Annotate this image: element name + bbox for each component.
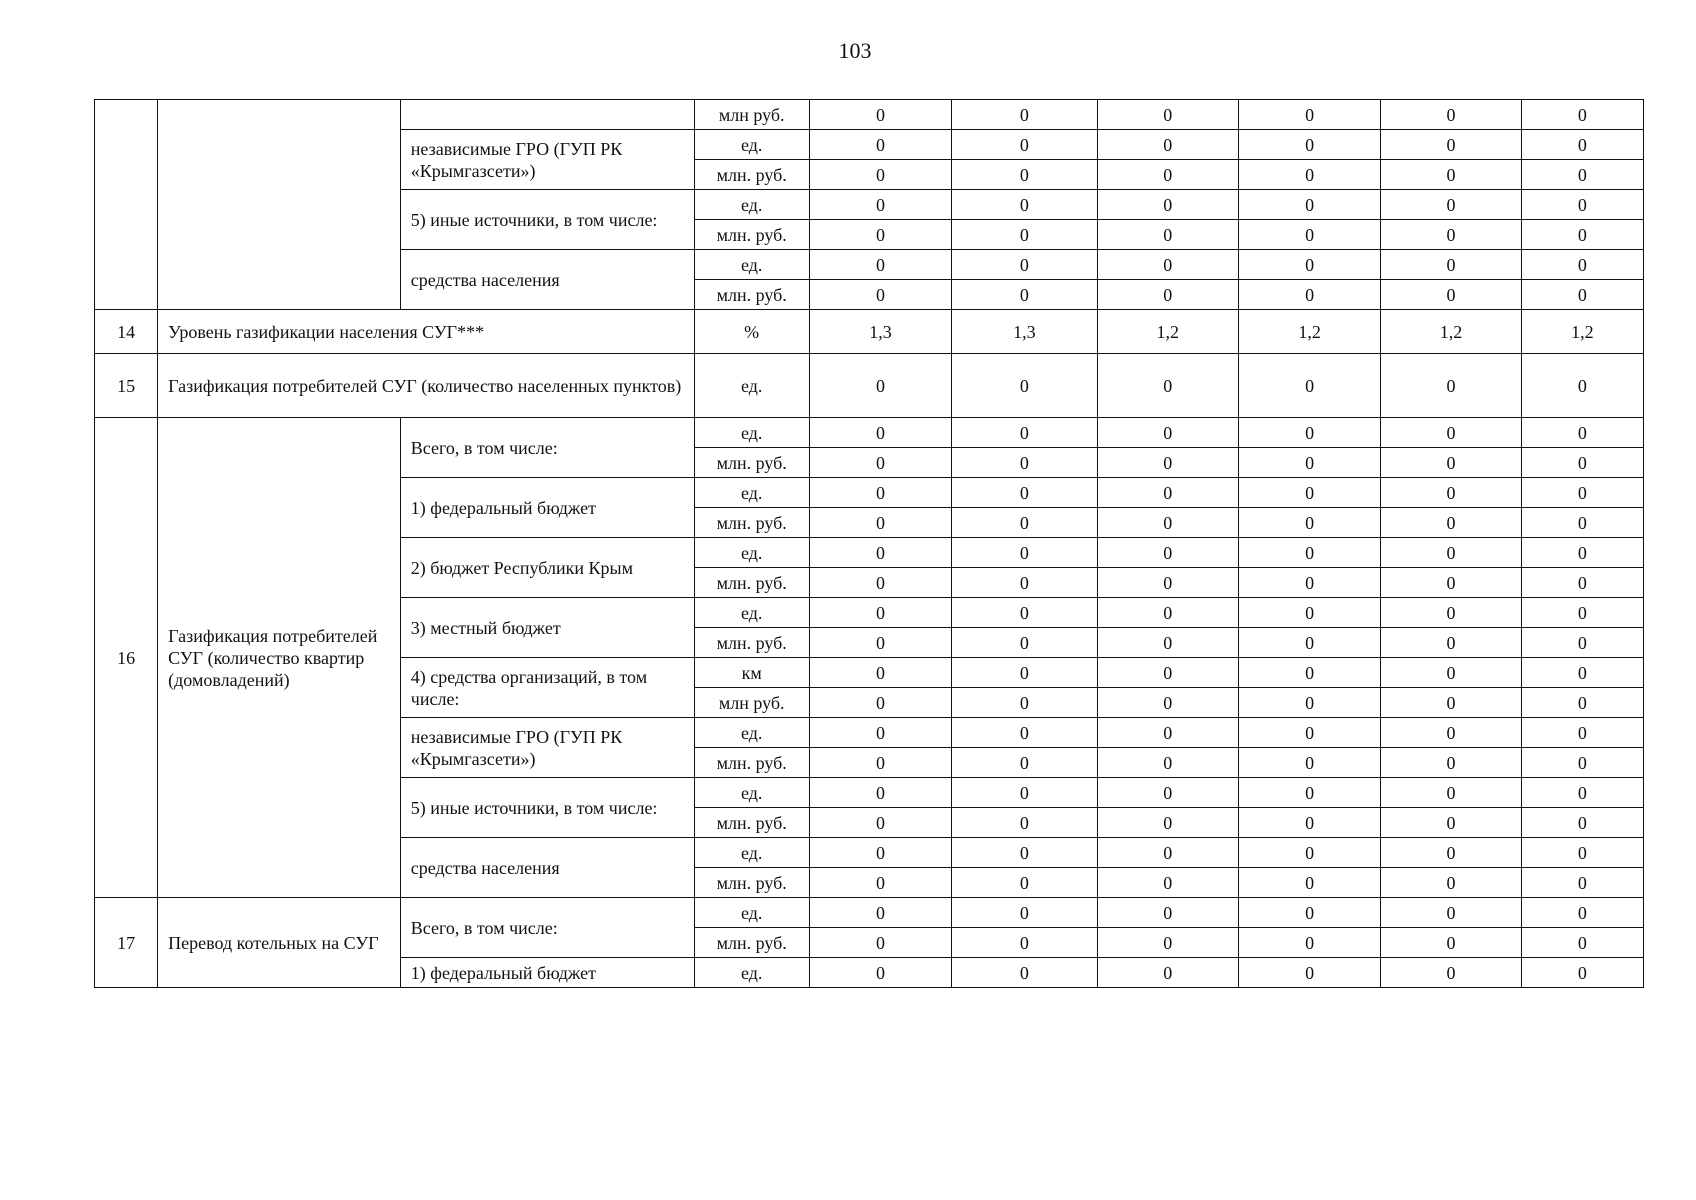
value-cell: 0 xyxy=(1097,220,1238,250)
value-cell: 1,2 xyxy=(1238,310,1380,354)
unit-cell: млн. руб. xyxy=(694,748,809,778)
value-cell: 0 xyxy=(952,538,1097,568)
value-cell: 0 xyxy=(1381,688,1521,718)
value-cell: 0 xyxy=(1521,418,1643,448)
table-row xyxy=(95,898,1644,928)
row-number: 15 xyxy=(95,354,158,418)
source-cell: 5) иные источники, в том числе: xyxy=(400,778,694,838)
unit-cell: ед. xyxy=(694,718,809,748)
value-cell: 0 xyxy=(809,418,951,448)
source-cell: средства населения xyxy=(400,838,694,898)
value-cell: 0 xyxy=(952,658,1097,688)
value-cell: 0 xyxy=(809,190,951,220)
value-cell: 0 xyxy=(952,448,1097,478)
value-cell: 0 xyxy=(809,250,951,280)
value-cell: 0 xyxy=(1238,250,1380,280)
indicator-cell: Уровень газификации населения СУГ*** xyxy=(158,310,694,354)
value-cell: 0 xyxy=(809,130,951,160)
value-cell: 0 xyxy=(952,688,1097,718)
value-cell: 0 xyxy=(1097,354,1238,418)
value-cell: 0 xyxy=(1521,778,1643,808)
value-cell: 0 xyxy=(1521,928,1643,958)
unit-cell: % xyxy=(694,310,809,354)
value-cell: 0 xyxy=(1097,280,1238,310)
source-cell: Всего, в том числе: xyxy=(400,418,694,478)
value-cell: 0 xyxy=(1381,568,1521,598)
value-cell: 0 xyxy=(952,928,1097,958)
unit-cell: млн руб. xyxy=(694,100,809,130)
unit-cell: млн руб. xyxy=(694,688,809,718)
value-cell: 0 xyxy=(952,778,1097,808)
value-cell: 0 xyxy=(1521,250,1643,280)
value-cell: 0 xyxy=(809,628,951,658)
value-cell: 0 xyxy=(809,898,951,928)
value-cell: 0 xyxy=(809,508,951,538)
value-cell: 0 xyxy=(809,868,951,898)
value-cell: 0 xyxy=(1238,354,1380,418)
value-cell: 0 xyxy=(1238,130,1380,160)
value-cell: 0 xyxy=(1238,898,1380,928)
source-cell: Всего, в том числе: xyxy=(400,898,694,958)
value-cell: 0 xyxy=(809,778,951,808)
unit-cell: млн. руб. xyxy=(694,868,809,898)
value-cell: 0 xyxy=(1381,838,1521,868)
value-cell: 0 xyxy=(1381,418,1521,448)
value-cell: 0 xyxy=(952,628,1097,658)
value-cell: 0 xyxy=(952,100,1097,130)
indicator-cell: Газификация потребителей СУГ (количество квартир (домовладений) xyxy=(158,418,401,898)
value-cell: 0 xyxy=(952,508,1097,538)
value-cell: 0 xyxy=(1238,778,1380,808)
value-cell: 0 xyxy=(1238,568,1380,598)
value-cell: 0 xyxy=(1238,718,1380,748)
value-cell: 0 xyxy=(809,688,951,718)
value-cell: 0 xyxy=(1381,190,1521,220)
value-cell: 0 xyxy=(1238,478,1380,508)
value-cell: 0 xyxy=(1238,508,1380,538)
value-cell: 0 xyxy=(1238,190,1380,220)
value-cell: 0 xyxy=(952,160,1097,190)
value-cell: 0 xyxy=(952,958,1097,988)
value-cell: 0 xyxy=(809,838,951,868)
value-cell: 0 xyxy=(1238,748,1380,778)
source-cell: 3) местный бюджет xyxy=(400,598,694,658)
value-cell: 0 xyxy=(809,568,951,598)
value-cell: 0 xyxy=(1238,280,1380,310)
table-row xyxy=(95,100,1644,130)
value-cell: 0 xyxy=(1097,718,1238,748)
value-cell: 0 xyxy=(1238,538,1380,568)
value-cell: 0 xyxy=(1521,838,1643,868)
value-cell: 0 xyxy=(952,748,1097,778)
value-cell: 0 xyxy=(1097,868,1238,898)
value-cell: 0 xyxy=(952,354,1097,418)
table-row xyxy=(95,310,1644,354)
value-cell: 0 xyxy=(1097,598,1238,628)
value-cell: 0 xyxy=(1238,958,1380,988)
value-cell: 0 xyxy=(809,808,951,838)
unit-cell: ед. xyxy=(694,354,809,418)
source-cell: средства населения xyxy=(400,250,694,310)
unit-cell: млн. руб. xyxy=(694,280,809,310)
unit-cell: ед. xyxy=(694,478,809,508)
value-cell: 0 xyxy=(1238,448,1380,478)
value-cell: 0 xyxy=(1521,130,1643,160)
source-cell xyxy=(400,100,694,130)
value-cell: 0 xyxy=(1381,958,1521,988)
value-cell: 0 xyxy=(1381,220,1521,250)
value-cell: 0 xyxy=(1521,808,1643,838)
value-cell: 0 xyxy=(1381,130,1521,160)
value-cell: 0 xyxy=(1381,718,1521,748)
value-cell: 0 xyxy=(1097,130,1238,160)
value-cell: 0 xyxy=(809,100,951,130)
page-number: 103 xyxy=(838,38,872,63)
value-cell: 0 xyxy=(1381,508,1521,538)
value-cell: 0 xyxy=(1097,928,1238,958)
value-cell: 0 xyxy=(1097,658,1238,688)
unit-cell: млн. руб. xyxy=(694,808,809,838)
value-cell: 0 xyxy=(1521,478,1643,508)
value-cell: 0 xyxy=(952,568,1097,598)
value-cell: 0 xyxy=(952,250,1097,280)
value-cell: 0 xyxy=(1381,748,1521,778)
unit-cell: млн. руб. xyxy=(694,568,809,598)
value-cell: 0 xyxy=(1097,448,1238,478)
indicator-cell: Газификация потребителей СУГ (количество населенных пунктов) xyxy=(158,354,694,418)
value-cell: 0 xyxy=(1521,190,1643,220)
value-cell: 0 xyxy=(1238,808,1380,838)
unit-cell: ед. xyxy=(694,538,809,568)
value-cell: 0 xyxy=(809,538,951,568)
value-cell: 0 xyxy=(1381,160,1521,190)
value-cell: 0 xyxy=(1521,160,1643,190)
row-number: 17 xyxy=(95,898,158,988)
value-cell: 0 xyxy=(809,928,951,958)
value-cell: 0 xyxy=(1238,628,1380,658)
value-cell: 1,2 xyxy=(1521,310,1643,354)
value-cell: 0 xyxy=(1381,808,1521,838)
row-group-16 xyxy=(95,418,1644,898)
gasification-table xyxy=(94,99,1644,988)
value-cell: 0 xyxy=(952,718,1097,748)
value-cell: 0 xyxy=(952,418,1097,448)
row-number: 16 xyxy=(95,418,158,898)
value-cell: 0 xyxy=(1521,898,1643,928)
value-cell: 0 xyxy=(1097,808,1238,838)
value-cell: 0 xyxy=(1381,354,1521,418)
value-cell: 0 xyxy=(1381,658,1521,688)
value-cell: 0 xyxy=(1381,100,1521,130)
value-cell: 0 xyxy=(1381,250,1521,280)
unit-cell: млн. руб. xyxy=(694,220,809,250)
value-cell: 0 xyxy=(1521,718,1643,748)
value-cell: 0 xyxy=(1238,658,1380,688)
value-cell: 0 xyxy=(1381,598,1521,628)
value-cell: 0 xyxy=(952,598,1097,628)
unit-cell: ед. xyxy=(694,598,809,628)
value-cell: 0 xyxy=(1521,280,1643,310)
table-row xyxy=(95,418,1644,448)
value-cell: 0 xyxy=(952,190,1097,220)
value-cell: 0 xyxy=(952,898,1097,928)
value-cell: 0 xyxy=(1238,598,1380,628)
value-cell: 0 xyxy=(1521,688,1643,718)
value-cell: 0 xyxy=(1381,928,1521,958)
value-cell: 0 xyxy=(1238,220,1380,250)
value-cell: 0 xyxy=(809,598,951,628)
value-cell: 0 xyxy=(1381,448,1521,478)
value-cell: 0 xyxy=(1521,958,1643,988)
value-cell: 0 xyxy=(1381,628,1521,658)
value-cell: 0 xyxy=(1097,568,1238,598)
unit-cell: млн. руб. xyxy=(694,628,809,658)
indicator-cell: Перевод котельных на СУГ xyxy=(158,898,401,988)
value-cell: 1,3 xyxy=(952,310,1097,354)
value-cell: 0 xyxy=(952,838,1097,868)
source-cell: независимые ГРО (ГУП РК «Крымгазсети») xyxy=(400,718,694,778)
unit-cell: ед. xyxy=(694,418,809,448)
unit-cell: млн. руб. xyxy=(694,508,809,538)
value-cell: 0 xyxy=(1097,250,1238,280)
value-cell: 0 xyxy=(1381,280,1521,310)
row-number: 14 xyxy=(95,310,158,354)
value-cell: 0 xyxy=(1238,928,1380,958)
value-cell: 0 xyxy=(1521,868,1643,898)
value-cell: 0 xyxy=(1238,688,1380,718)
unit-cell: млн. руб. xyxy=(694,928,809,958)
source-cell: 1) федеральный бюджет xyxy=(400,958,694,988)
value-cell: 0 xyxy=(1097,418,1238,448)
source-cell: независимые ГРО (ГУП РК «Крымгазсети») xyxy=(400,130,694,190)
value-cell: 0 xyxy=(809,160,951,190)
value-cell: 0 xyxy=(1097,688,1238,718)
value-cell: 0 xyxy=(809,448,951,478)
value-cell: 0 xyxy=(1238,100,1380,130)
value-cell: 0 xyxy=(952,478,1097,508)
value-cell: 0 xyxy=(1238,838,1380,868)
unit-cell: ед. xyxy=(694,778,809,808)
unit-cell: ед. xyxy=(694,838,809,868)
value-cell: 0 xyxy=(1381,778,1521,808)
value-cell: 0 xyxy=(1097,190,1238,220)
value-cell: 0 xyxy=(1521,598,1643,628)
value-cell: 1,3 xyxy=(809,310,951,354)
value-cell: 0 xyxy=(1521,448,1643,478)
unit-cell: ед. xyxy=(694,190,809,220)
value-cell: 0 xyxy=(1381,538,1521,568)
value-cell: 0 xyxy=(1521,354,1643,418)
value-cell: 0 xyxy=(1097,838,1238,868)
unit-cell: млн. руб. xyxy=(694,448,809,478)
value-cell: 0 xyxy=(1238,418,1380,448)
value-cell: 0 xyxy=(1521,508,1643,538)
value-cell: 0 xyxy=(1521,100,1643,130)
value-cell: 0 xyxy=(952,808,1097,838)
value-cell: 1,2 xyxy=(1097,310,1238,354)
source-cell: 4) средства организаций, в том числе: xyxy=(400,658,694,718)
value-cell: 0 xyxy=(1381,868,1521,898)
value-cell: 0 xyxy=(1097,478,1238,508)
value-cell: 0 xyxy=(1521,628,1643,658)
value-cell: 0 xyxy=(1238,868,1380,898)
value-cell: 0 xyxy=(952,220,1097,250)
value-cell: 0 xyxy=(1521,538,1643,568)
num-cell xyxy=(95,100,158,310)
source-cell: 1) федеральный бюджет xyxy=(400,478,694,538)
value-cell: 0 xyxy=(809,220,951,250)
unit-cell: ед. xyxy=(694,130,809,160)
value-cell: 0 xyxy=(1097,628,1238,658)
value-cell: 0 xyxy=(809,718,951,748)
unit-cell: ед. xyxy=(694,250,809,280)
unit-cell: млн. руб. xyxy=(694,160,809,190)
value-cell: 0 xyxy=(809,748,951,778)
unit-cell: ед. xyxy=(694,898,809,928)
value-cell: 0 xyxy=(1097,100,1238,130)
value-cell: 0 xyxy=(1521,658,1643,688)
value-cell: 0 xyxy=(1381,898,1521,928)
value-cell: 0 xyxy=(809,478,951,508)
source-cell: 5) иные источники, в том числе: xyxy=(400,190,694,250)
value-cell: 0 xyxy=(1097,958,1238,988)
value-cell: 0 xyxy=(1521,220,1643,250)
unit-cell: ед. xyxy=(694,958,809,988)
value-cell: 0 xyxy=(1238,160,1380,190)
value-cell: 0 xyxy=(1381,478,1521,508)
value-cell: 1,2 xyxy=(1381,310,1521,354)
value-cell: 0 xyxy=(1521,568,1643,598)
value-cell: 0 xyxy=(1097,778,1238,808)
unit-cell: км xyxy=(694,658,809,688)
value-cell: 0 xyxy=(952,280,1097,310)
value-cell: 0 xyxy=(1097,160,1238,190)
value-cell: 0 xyxy=(1097,538,1238,568)
value-cell: 0 xyxy=(1097,898,1238,928)
value-cell: 0 xyxy=(952,130,1097,160)
table-row xyxy=(95,354,1644,418)
indicator-cell xyxy=(158,100,401,310)
value-cell: 0 xyxy=(1097,748,1238,778)
value-cell: 0 xyxy=(1521,748,1643,778)
row-group-17 xyxy=(95,898,1644,988)
value-cell: 0 xyxy=(809,958,951,988)
value-cell: 0 xyxy=(809,354,951,418)
value-cell: 0 xyxy=(809,658,951,688)
value-cell: 0 xyxy=(952,868,1097,898)
source-cell: 2) бюджет Республики Крым xyxy=(400,538,694,598)
value-cell: 0 xyxy=(1097,508,1238,538)
value-cell: 0 xyxy=(809,280,951,310)
